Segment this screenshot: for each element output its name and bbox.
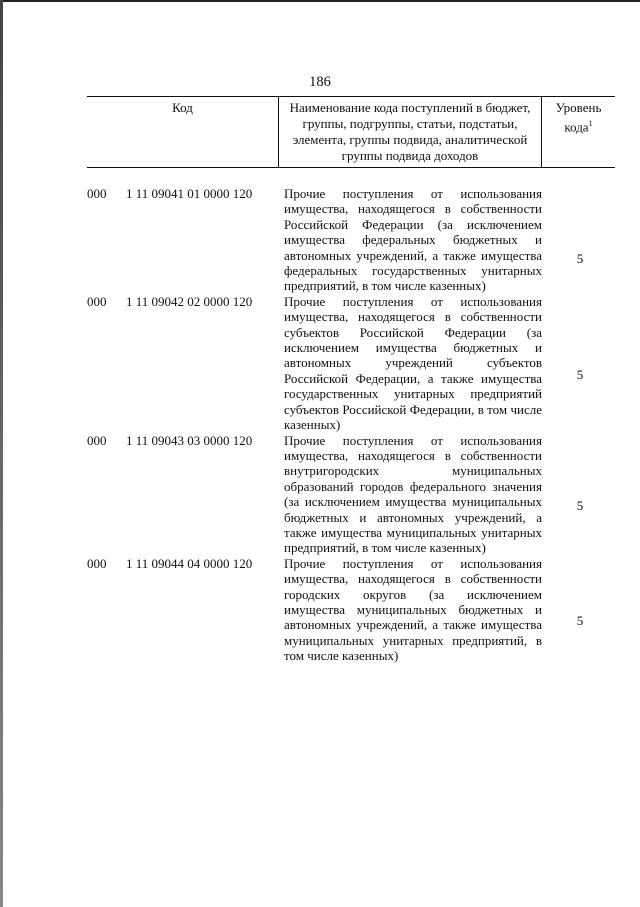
header-level-label: Уровень кода [555,100,602,135]
table-row [0,556,640,664]
row-code: 1 11 09042 02 0000 120 [126,293,253,309]
row-code: 1 11 09044 04 0000 120 [126,555,253,571]
row-name: Прочие поступления от использования имущества, находящегося в собственности субъектов Российской Федерации (за исключением имущества бюджетных и автономных учреждений субъектов Российской Федерации, а также имущества государственных унитарных предприятий субъектов Российской Федерации, в том числе казенных) [284,293,542,433]
row-level: 5 [576,366,584,382]
row-name: Прочие поступления от использования имущества, находящегося в собственности городских округов (за исключением имущества муниципальных бюджетных и автономных учреждений, а также имущества муниципальных унитарных предприятий, в том числе казенных) [284,555,542,664]
table-row [0,433,640,556]
page-number: 186 [309,74,331,90]
row-name: Прочие поступления от использования имущества, находящегося в собственности внутригородских муниципальных образований городов федерального значения (за исключением имущества муниципальных бюджетных и автономных учреждений, а также имущества муниципальных унитарных предприятий, в том числе казенных) [284,432,542,556]
scan-edge-top [0,0,640,2]
row-level: 5 [576,251,584,266]
row-prefix: 000 [87,293,107,309]
header-level [542,97,615,167]
row-level: 5 [576,497,584,513]
row-code: 1 11 09043 03 0000 120 [126,432,253,448]
table-body [0,186,640,664]
header-code: Код [87,97,279,167]
table-row [0,294,640,433]
row-prefix: 000 [87,555,107,571]
header-level-footnote: 1 [588,119,593,128]
row-code: 1 11 09041 01 0000 120 [126,186,253,201]
row-level: 5 [576,612,584,628]
row-prefix: 000 [87,432,107,448]
table-header [87,96,615,168]
row-name: Прочие поступления от использования имущества, находящегося в собственности Российской Федерации (за исключением имущества федеральных бюджетных и автономных учреждений, а также имущества федеральных государственных унитарных предприятий, в том числе казенных) [284,186,542,294]
row-prefix: 000 [87,186,107,201]
header-name: Наименование кода поступлений в бюджет, группы, подгруппы, статьи, подстатьи, элемента, группы подвида, аналитической группы подвида доходов [279,97,542,167]
table-row [0,186,640,294]
